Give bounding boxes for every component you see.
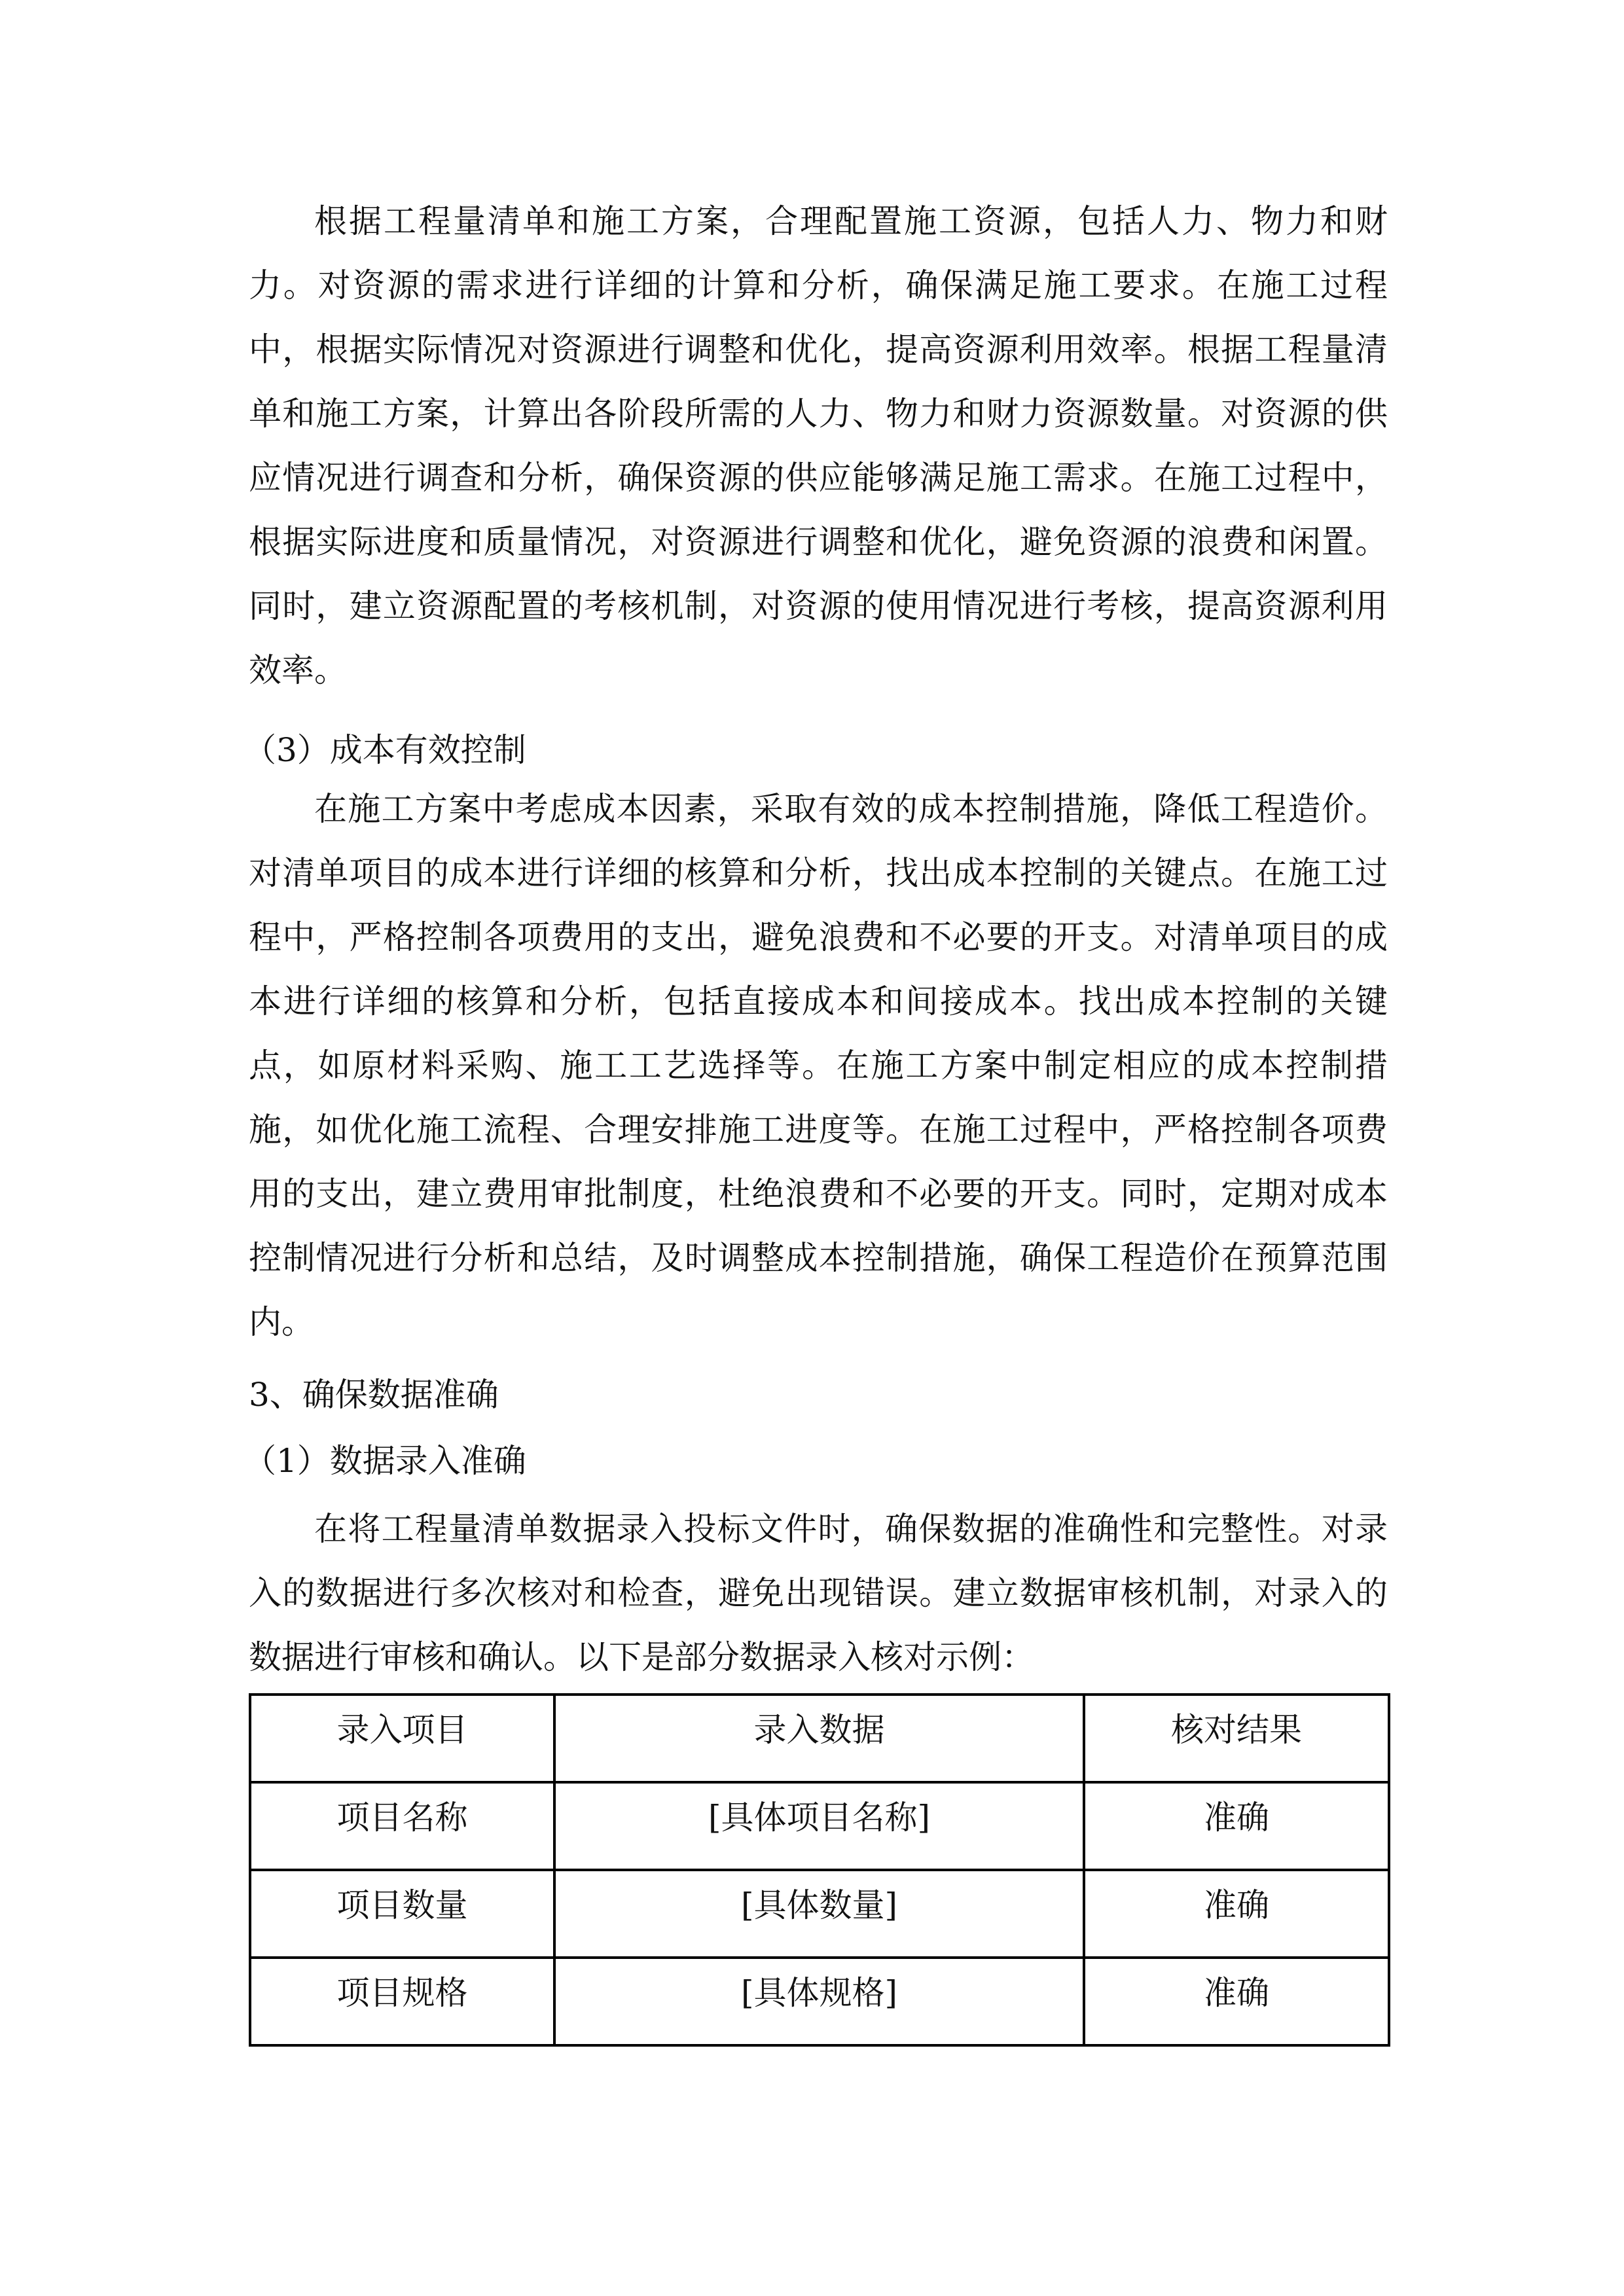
table-cell: 项目名称 (250, 1782, 554, 1870)
table-header-cell: 录入数据 (554, 1695, 1084, 1782)
heading-cost-control: （3）成本有效控制 (244, 731, 526, 769)
paragraph-resource-allocation (249, 189, 1388, 702)
table-cell: [具体数量] (554, 1870, 1084, 1958)
text-line: 效率。 (249, 651, 347, 689)
text-line: 根据工程量清单和施工方案，合理配置施工资源，包括人力、物力和财 (314, 202, 1388, 240)
text-line: 对清单项目的成本进行详细的核算和分析，找出成本控制的关键点。在施工过 (249, 854, 1388, 892)
table-header-cell: 核对结果 (1084, 1695, 1389, 1782)
text-line: 中，根据实际情况对资源进行调整和优化，提高资源利用效率。根据工程量清 (249, 331, 1388, 368)
text-line: 单和施工方案，计算出各阶段所需的人力、物力和财力资源数量。对资源的供 (249, 395, 1388, 433)
table-header-row (250, 1695, 1389, 1782)
text-line: 内。 (249, 1303, 314, 1341)
table-cell: [具体规格] (554, 1958, 1084, 2045)
heading-section-3: 3、确保数据准确 (249, 1376, 499, 1414)
text-line: 应情况进行调查和分析，确保资源的供应能够满足施工需求。在施工过程中， (249, 459, 1388, 497)
text-line: 力。对资源的需求进行详细的计算和分析，确保满足施工要求。在施工过程 (249, 266, 1388, 304)
table-cell: [具体项目名称] (554, 1782, 1084, 1870)
text-line: 入的数据进行多次核对和检查，避免出现错误。建立数据审核机制，对录入的 (249, 1574, 1388, 1612)
text-line: 点，如原材料采购、施工工艺选择等。在施工方案中制定相应的成本控制措 (249, 1047, 1388, 1085)
table-cell: 项目规格 (250, 1958, 554, 2045)
text-line: 施，如优化施工流程、合理安排施工进度等。在施工过程中，严格控制各项费 (249, 1111, 1388, 1149)
text-line: 根据实际进度和质量情况，对资源进行调整和优化，避免资源的浪费和闲置。 (249, 523, 1388, 561)
text-line: 数据进行审核和确认。以下是部分数据录入核对示例： (249, 1638, 1034, 1676)
text-line: 控制情况进行分析和总结，及时调整成本控制措施，确保工程造价在预算范围 (249, 1239, 1388, 1277)
table-cell: 准确 (1084, 1958, 1389, 2045)
text-line: 在将工程量清单数据录入投标文件时，确保数据的准确性和完整性。对录 (314, 1510, 1388, 1548)
table-row (250, 1870, 1389, 1958)
table-cell: 项目数量 (250, 1870, 554, 1958)
heading-data-entry: （1）数据录入准确 (244, 1442, 526, 1480)
text-line: 在施工方案中考虑成本因素，采取有效的成本控制措施，降低工程造价。 (314, 790, 1388, 828)
table-row (250, 1958, 1389, 2045)
text-line: 程中，严格控制各项费用的支出，避免浪费和不必要的开支。对清单项目的成 (249, 918, 1388, 956)
table-header-cell: 录入项目 (250, 1695, 554, 1782)
paragraph-data-entry (249, 1497, 1388, 1689)
table-cell: 准确 (1084, 1870, 1389, 1958)
text-line: 同时，建立资源配置的考核机制，对资源的使用情况进行考核，提高资源利用 (249, 587, 1388, 625)
text-line: 本进行详细的核算和分析，包括直接成本和间接成本。找出成本控制的关键 (249, 982, 1388, 1020)
data-entry-check-table (249, 1693, 1390, 2047)
table-row (250, 1782, 1389, 1870)
text-line: 用的支出，建立费用审批制度，杜绝浪费和不必要的开支。同时，定期对成本 (249, 1175, 1388, 1213)
table-cell: 准确 (1084, 1782, 1389, 1870)
paragraph-cost-control (249, 777, 1388, 1354)
